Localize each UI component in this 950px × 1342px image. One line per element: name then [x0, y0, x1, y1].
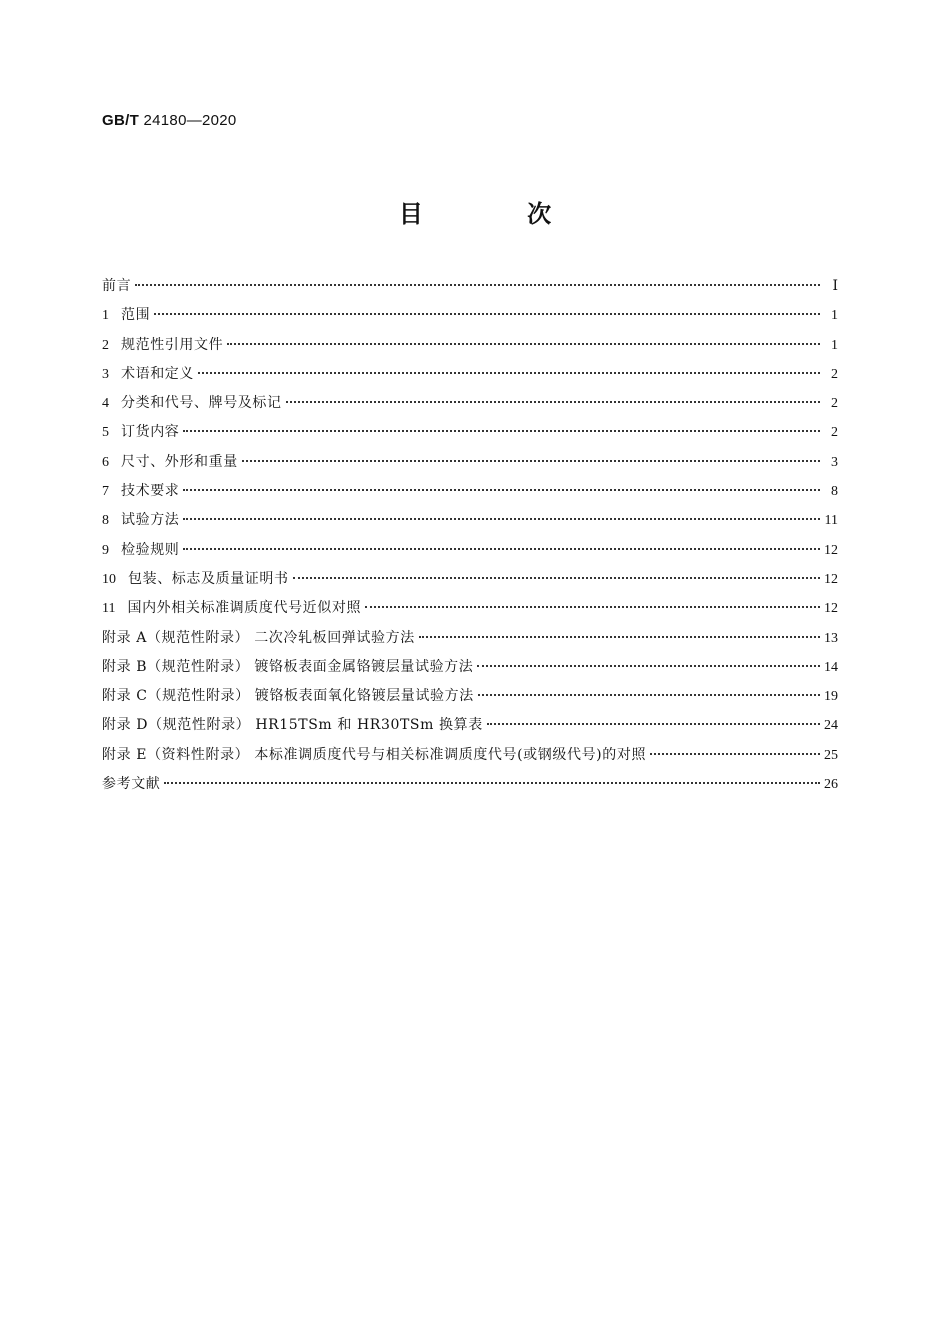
toc-entry[interactable] — [102, 506, 838, 535]
toc-entry[interactable] — [102, 711, 838, 740]
toc-entry-title: 附录 A（规范性附录） 二次冷轧板回弹试验方法 — [102, 629, 415, 646]
toc-entry-page: 19 — [824, 689, 838, 705]
toc-entry-number: 8 — [102, 513, 109, 529]
toc-dot-leader — [419, 636, 820, 638]
toc-entry[interactable] — [102, 389, 838, 418]
toc-dot-leader — [478, 694, 820, 696]
toc-entry-page: 25 — [824, 747, 838, 763]
toc-entry[interactable] — [102, 682, 838, 711]
toc-entry-page: Ⅰ — [832, 279, 838, 294]
toc-entry-title: 前言 — [102, 278, 132, 294]
toc-entry-number: 1 — [102, 308, 109, 324]
toc-entry[interactable] — [102, 448, 838, 477]
toc-entry[interactable] — [102, 360, 838, 389]
toc-entry[interactable] — [102, 594, 838, 623]
toc-entry-title: 附录 C（规范性附录） 镀铬板表面氧化铬镀层量试验方法 — [102, 688, 474, 705]
toc-dot-leader — [164, 782, 820, 784]
page-title: 目 次 — [398, 200, 600, 228]
toc-entry-title: 国内外相关标准调质度代号近似对照 — [127, 600, 362, 617]
toc-entry[interactable] — [102, 272, 838, 301]
toc-entry-page: 1 — [831, 337, 838, 353]
toc-entry-page: 1 — [831, 308, 838, 324]
standard-code — [102, 112, 237, 129]
toc-entry-number: 9 — [102, 542, 109, 558]
toc-entry[interactable] — [102, 653, 838, 682]
toc-entry-title: 术语和定义 — [121, 365, 194, 382]
toc-entry-title: 参考文献 — [102, 776, 161, 793]
toc-dot-leader — [293, 577, 820, 579]
toc-entry-title: 附录 D（规范性附录） HR15TSm 和 HR30TSm 换算表 — [102, 717, 483, 734]
toc-entry-number: 7 — [102, 484, 109, 500]
toc-entry-page: 8 — [831, 484, 838, 500]
toc-entry-page: 12 — [824, 571, 838, 587]
toc-entry-title: 包装、标志及质量证明书 — [128, 570, 289, 587]
toc-entry-page: 24 — [824, 718, 838, 734]
toc-dot-leader — [183, 489, 820, 491]
toc-dot-leader — [198, 372, 820, 374]
toc-entry-page: 2 — [831, 396, 838, 412]
toc-entry-page: 12 — [824, 601, 838, 617]
toc-dot-leader — [183, 548, 820, 550]
toc-entry-title: 附录 B（规范性附录） 镀铬板表面金属铬镀层量试验方法 — [102, 658, 474, 675]
toc-entry-page: 3 — [831, 454, 838, 470]
toc-dot-leader — [183, 430, 820, 432]
toc-dot-leader — [183, 518, 820, 520]
toc-entry-number: 10 — [102, 571, 116, 587]
toc-entry-title: 技术要求 — [121, 483, 180, 500]
toc-entry-page: 13 — [824, 630, 838, 646]
toc-dot-leader — [286, 401, 820, 403]
toc-dot-leader — [487, 723, 820, 725]
toc-entry-title: 检验规则 — [121, 541, 180, 558]
toc-entry-number: 5 — [102, 425, 109, 441]
toc-entry-title: 范围 — [121, 307, 151, 324]
toc-entry[interactable] — [102, 624, 838, 653]
toc-entry-number: 2 — [102, 337, 109, 353]
toc-entry[interactable] — [102, 741, 838, 770]
toc-entry[interactable] — [102, 418, 838, 447]
toc-dot-leader — [365, 606, 820, 608]
standard-code-number: 24180—2020 — [139, 112, 237, 129]
toc-dot-leader — [477, 665, 820, 667]
toc-entry[interactable] — [102, 477, 838, 506]
toc-entry[interactable] — [102, 301, 838, 330]
toc-entry-page: 2 — [831, 366, 838, 382]
toc-entry-title: 附录 E（资料性附录） 本标准调质度代号与相关标准调质度代号(或钢级代号)的对照 — [102, 746, 647, 763]
toc-entry-title: 分类和代号、牌号及标记 — [121, 395, 282, 412]
standard-code-prefix: GB/T — [102, 112, 140, 129]
toc-dot-leader — [242, 460, 820, 462]
toc-entry[interactable] — [102, 331, 838, 360]
toc-entry-number: 4 — [102, 396, 109, 412]
toc-entry-page: 2 — [831, 425, 838, 441]
toc-dot-leader — [154, 313, 820, 315]
toc-entry-title: 试验方法 — [121, 512, 180, 529]
toc-dot-leader — [650, 753, 820, 755]
toc-entry-page: 14 — [824, 659, 838, 675]
toc-entry-title: 订货内容 — [121, 424, 180, 441]
toc-entry-number: 11 — [102, 601, 116, 617]
toc-entry-page: 11 — [824, 513, 838, 529]
toc-entry[interactable] — [102, 770, 838, 799]
toc-entry-page: 12 — [824, 542, 838, 558]
toc-entry-page: 26 — [824, 777, 838, 793]
toc-entry-number: 6 — [102, 454, 109, 470]
toc-dot-leader — [135, 284, 820, 286]
toc-entry[interactable] — [102, 536, 838, 565]
toc-entry-title: 规范性引用文件 — [121, 336, 224, 353]
toc-entry[interactable] — [102, 565, 838, 594]
toc-entry-number: 3 — [102, 366, 109, 382]
toc-entry-title: 尺寸、外形和重量 — [121, 453, 238, 470]
toc-dot-leader — [227, 343, 820, 345]
table-of-contents — [102, 272, 838, 799]
